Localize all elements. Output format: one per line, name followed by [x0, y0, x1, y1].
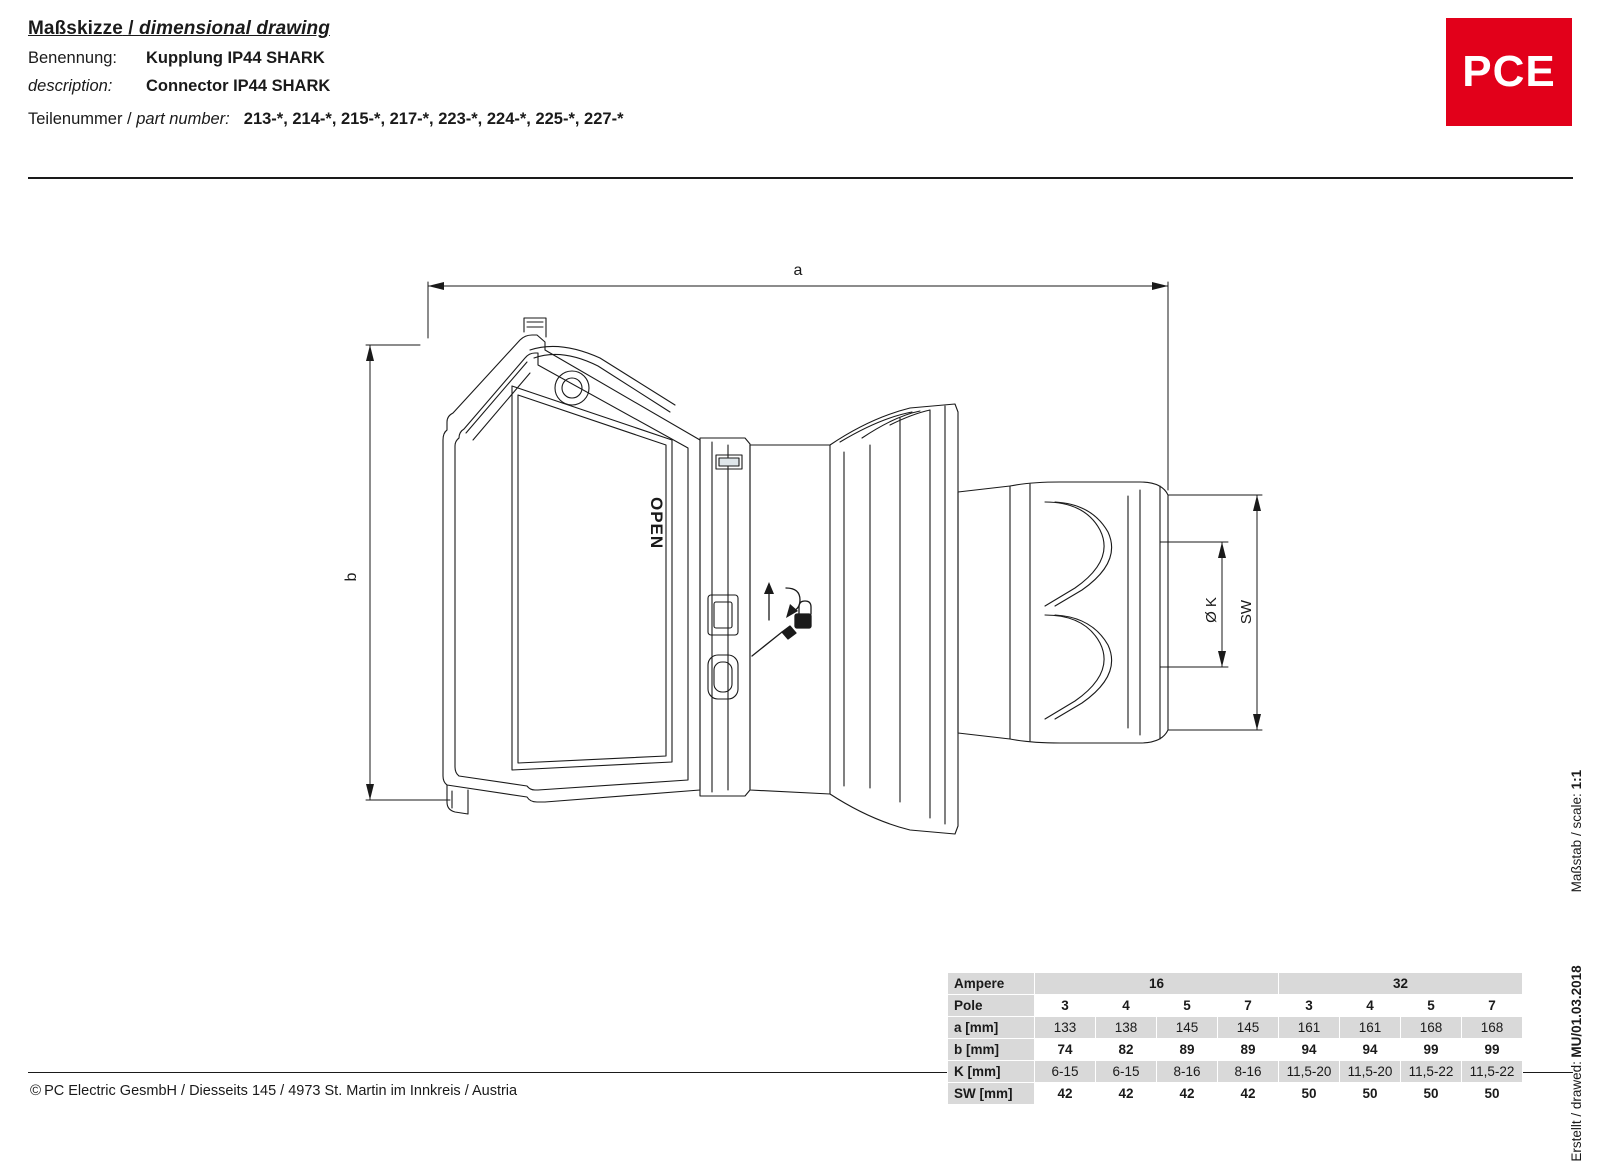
cell-a-2: 145 — [1157, 1017, 1218, 1039]
drawed-annotation — [1569, 965, 1584, 1162]
scale-value: 1:1 — [1569, 770, 1584, 790]
cell-k-3: 8-16 — [1218, 1061, 1279, 1083]
drawed-label: Erstellt / drawed: — [1569, 1061, 1584, 1162]
cell-k-4: 11,5-20 — [1279, 1061, 1340, 1083]
table-row-sw — [948, 1083, 1523, 1105]
footer — [30, 1082, 517, 1099]
cell-k-0: 6-15 — [1035, 1061, 1096, 1083]
cell-pole-2: 5 — [1157, 995, 1218, 1017]
cell-a-5: 161 — [1340, 1017, 1401, 1039]
dimension-b — [366, 345, 450, 800]
cell-b-7: 99 — [1462, 1039, 1523, 1061]
description-label: description: — [28, 77, 113, 95]
description-value: Connector IP44 SHARK — [146, 77, 331, 95]
cell-sw-3: 42 — [1218, 1083, 1279, 1105]
header-divider — [28, 177, 1573, 179]
cell-pole-4: 3 — [1279, 995, 1340, 1017]
row-label-pole: Pole — [948, 995, 1035, 1017]
table-row-b — [948, 1039, 1523, 1061]
partnumber-label — [28, 110, 230, 129]
cell-b-6: 99 — [1401, 1039, 1462, 1061]
cell-a-7: 168 — [1462, 1017, 1523, 1039]
page-title-de: Maßskizze — [28, 18, 123, 39]
drawed-value: MU/01.03.2018 — [1569, 965, 1584, 1058]
dimension-k-label: Ø K — [1203, 597, 1220, 623]
pce-logo: PCE — [1446, 18, 1572, 126]
cell-sw-4: 50 — [1279, 1083, 1340, 1105]
cell-a-4: 161 — [1279, 1017, 1340, 1039]
cable-gland-sleeve — [750, 404, 958, 834]
ampere-group-32: 32 — [1279, 973, 1523, 995]
cell-b-2: 89 — [1157, 1039, 1218, 1061]
benennung-row — [28, 49, 1408, 68]
cell-sw-6: 50 — [1401, 1083, 1462, 1105]
benennung-label: Benennung: — [28, 49, 118, 67]
cell-k-1: 6-15 — [1096, 1061, 1157, 1083]
cell-pole-0: 3 — [1035, 995, 1096, 1017]
cell-b-4: 94 — [1279, 1039, 1340, 1061]
header-block — [28, 18, 1408, 129]
spec-table-wrapper — [947, 972, 1523, 1105]
scale-annotation — [1569, 770, 1584, 892]
spec-table — [947, 972, 1523, 1105]
cell-a-3: 145 — [1218, 1017, 1279, 1039]
cell-pole-6: 5 — [1401, 995, 1462, 1017]
cell-pole-7: 7 — [1462, 995, 1523, 1017]
label-open: OPEN — [647, 497, 666, 550]
cell-k-5: 11,5-20 — [1340, 1061, 1401, 1083]
page-title-separator: / — [122, 18, 140, 39]
cell-b-0: 74 — [1035, 1039, 1096, 1061]
ampere-group-16: 16 — [1035, 973, 1279, 995]
table-row-a — [948, 1017, 1523, 1039]
row-label-b: b [mm] — [948, 1039, 1035, 1061]
row-label-ampere: Ampere — [948, 973, 1035, 995]
cell-k-6: 11,5-22 — [1401, 1061, 1462, 1083]
partnumber-label-separator: / — [122, 110, 137, 128]
table-row-ampere — [948, 973, 1523, 995]
cell-a-1: 138 — [1096, 1017, 1157, 1039]
table-row-k — [948, 1061, 1523, 1083]
tool-pictogram — [752, 582, 811, 656]
connector-housing — [443, 318, 700, 814]
dimension-a-label: a — [793, 262, 803, 279]
dimension-sw-label: SW — [1238, 599, 1255, 625]
page-title — [28, 18, 1408, 40]
copyright-icon: © — [30, 1082, 42, 1099]
partnumber-value: 213-*, 214-*, 215-*, 217-*, 223-*, 224-*, 225-*, 227-* — [243, 110, 624, 128]
cell-pole-1: 4 — [1096, 995, 1157, 1017]
row-label-k: K [mm] — [948, 1061, 1035, 1083]
grip-endcap — [958, 482, 1168, 743]
drawing-svg — [0, 190, 1600, 840]
cell-sw-5: 50 — [1340, 1083, 1401, 1105]
scale-label: Maßstab / scale: — [1569, 793, 1584, 893]
cell-b-5: 94 — [1340, 1039, 1401, 1061]
cell-a-0: 133 — [1035, 1017, 1096, 1039]
footer-text: PC Electric GesmbH / Diesseits 145 / 4973 St. Martin im Innkreis / Austria — [44, 1083, 518, 1099]
partnumber-label-en: part number: — [136, 110, 230, 128]
benennung-value: Kupplung IP44 SHARK — [146, 49, 325, 67]
page-title-en: dimensional drawing — [139, 18, 330, 39]
cell-pole-5: 4 — [1340, 995, 1401, 1017]
partnumber-label-de: Teilenummer — [28, 110, 123, 128]
cell-sw-1: 42 — [1096, 1083, 1157, 1105]
cell-b-3: 89 — [1218, 1039, 1279, 1061]
cell-sw-7: 50 — [1462, 1083, 1523, 1105]
partnumber-row — [28, 110, 1408, 129]
cell-b-1: 82 — [1096, 1039, 1157, 1061]
cell-k-2: 8-16 — [1157, 1061, 1218, 1083]
row-label-sw: SW [mm] — [948, 1083, 1035, 1105]
description-row — [28, 77, 1408, 96]
dimension-b-label: b — [343, 572, 360, 582]
cell-k-7: 11,5-22 — [1462, 1061, 1523, 1083]
connector-collar — [700, 438, 750, 796]
row-label-a: a [mm] — [948, 1017, 1035, 1039]
cell-sw-2: 42 — [1157, 1083, 1218, 1105]
cell-a-6: 168 — [1401, 1017, 1462, 1039]
technical-drawing — [0, 190, 1600, 840]
dimension-a — [428, 282, 1168, 490]
table-row-pole — [948, 995, 1523, 1017]
cell-sw-0: 42 — [1035, 1083, 1096, 1105]
cell-pole-3: 7 — [1218, 995, 1279, 1017]
